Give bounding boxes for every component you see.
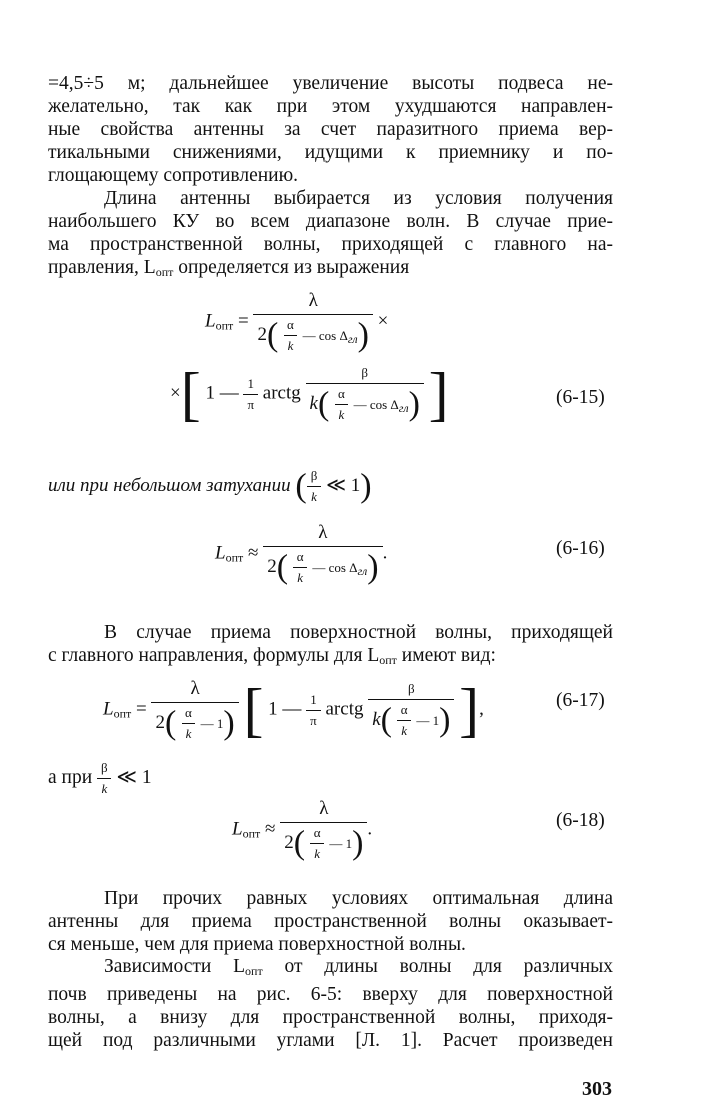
text-line: почв приведены на рис. 6-5: вверху для поверхностной (48, 984, 613, 1005)
fraction: β k( $\frac{\alpha}{k}$ — 1) (368, 681, 454, 739)
paragraph-3 (48, 621, 613, 672)
paragraph-1 (48, 72, 613, 187)
text-line: волны, а внизу для пространственной волны, приходя- (48, 1007, 613, 1028)
text-line: В случае приема поверхностной волны, приходящей (104, 622, 613, 643)
condition-beta-over-k: а при $\frac{\beta}{k}$ ≪ 1 (48, 760, 152, 796)
equation-number: (6-15) (556, 387, 605, 408)
text-line: с главного направления, формулы для $L_{опт}$ имеют вид: (48, 645, 496, 667)
page-number: 303 (582, 1078, 612, 1100)
text-line: ные свойства антенны за счет паразитного приема вер- (48, 119, 613, 140)
text-line: Зависимости $L_{опт}$ от длины волны для различных (104, 956, 613, 978)
equation-6-18: $L_{опт}$ ≈ λ 2( $\frac{\alpha}{k}$ — 1) . (232, 798, 373, 862)
text-line: желательно, так как при этом ухудшаются направлен- (48, 96, 613, 117)
text-line: антенны для приема пространственной волны оказывает- (48, 911, 613, 932)
fraction: λ 2( $\frac{\alpha}{k}$ — $\cos \Delta_{гл}$) (263, 522, 382, 586)
text-line: ма пространственной волны, приходящей с главного на- (48, 234, 613, 255)
text-line: правления, $L_{опт}$ определяется из выражения (48, 257, 410, 279)
fraction: λ 2( $\frac{\alpha}{k}$ — $\cos \Delta_{гл}$) (253, 290, 372, 354)
text-line: =4,5÷5 м; дальнейшее увеличение высоты подвеса не- (48, 73, 613, 94)
fraction: λ 2( $\frac{\alpha}{k}$ — 1) (151, 678, 238, 742)
equation-number: (6-17) (556, 690, 605, 711)
text-line: глощающему сопротивлению. (48, 165, 299, 186)
equation-6-15-line1: $L_{опт}$ = λ 2( $\frac{\alpha}{k}$ — $\cos \Delta_{гл}$) × (205, 290, 389, 354)
condition-small-attenuation: или при небольшом затухании ( $\frac{\beta}{k}$ ≪ 1) (48, 467, 372, 505)
equation-6-15-line2: ×[ 1 — $\frac{1}{\pi}$ arctg β k( $\frac{\alpha}{k}$ — $\cos \Delta_{гл}$) ] (170, 361, 449, 427)
text-line: щей под различными углами [Л. 1]. Расчет произведен (48, 1030, 613, 1051)
text-line: тикальными снижениями, идущими к приемнику и по- (48, 142, 613, 163)
equation-number: (6-18) (556, 810, 605, 831)
fraction: λ 2( $\frac{\alpha}{k}$ — 1) (280, 798, 367, 862)
text-line: ся меньше, чем для приема поверхностной волны. (48, 934, 466, 955)
equation-6-16: $L_{опт}$ ≈ λ 2( $\frac{\alpha}{k}$ — $\cos \Delta_{гл}$) . (215, 522, 388, 586)
paragraph-5 (48, 955, 613, 1052)
text-line: При прочих равных условиях оптимальная длина (104, 888, 613, 909)
equation-number: (6-16) (556, 538, 605, 559)
fraction: β k( $\frac{\alpha}{k}$ — $\cos \Delta_{гл}$) (306, 365, 424, 423)
paragraph-2 (48, 187, 613, 284)
text-line: наибольшего КУ во всем диапазоне волн. В случае прие- (48, 211, 613, 232)
paragraph-4 (48, 887, 613, 956)
text-line: Длина антенны выбирается из условия получения (104, 188, 613, 209)
equation-6-17: $L_{опт}$ = λ 2( $\frac{\alpha}{k}$ — 1) [ 1 — $\frac{1}{\pi}$ arctg β k( $\frac{\alpha}{k}$ — 1) ], (103, 677, 484, 743)
